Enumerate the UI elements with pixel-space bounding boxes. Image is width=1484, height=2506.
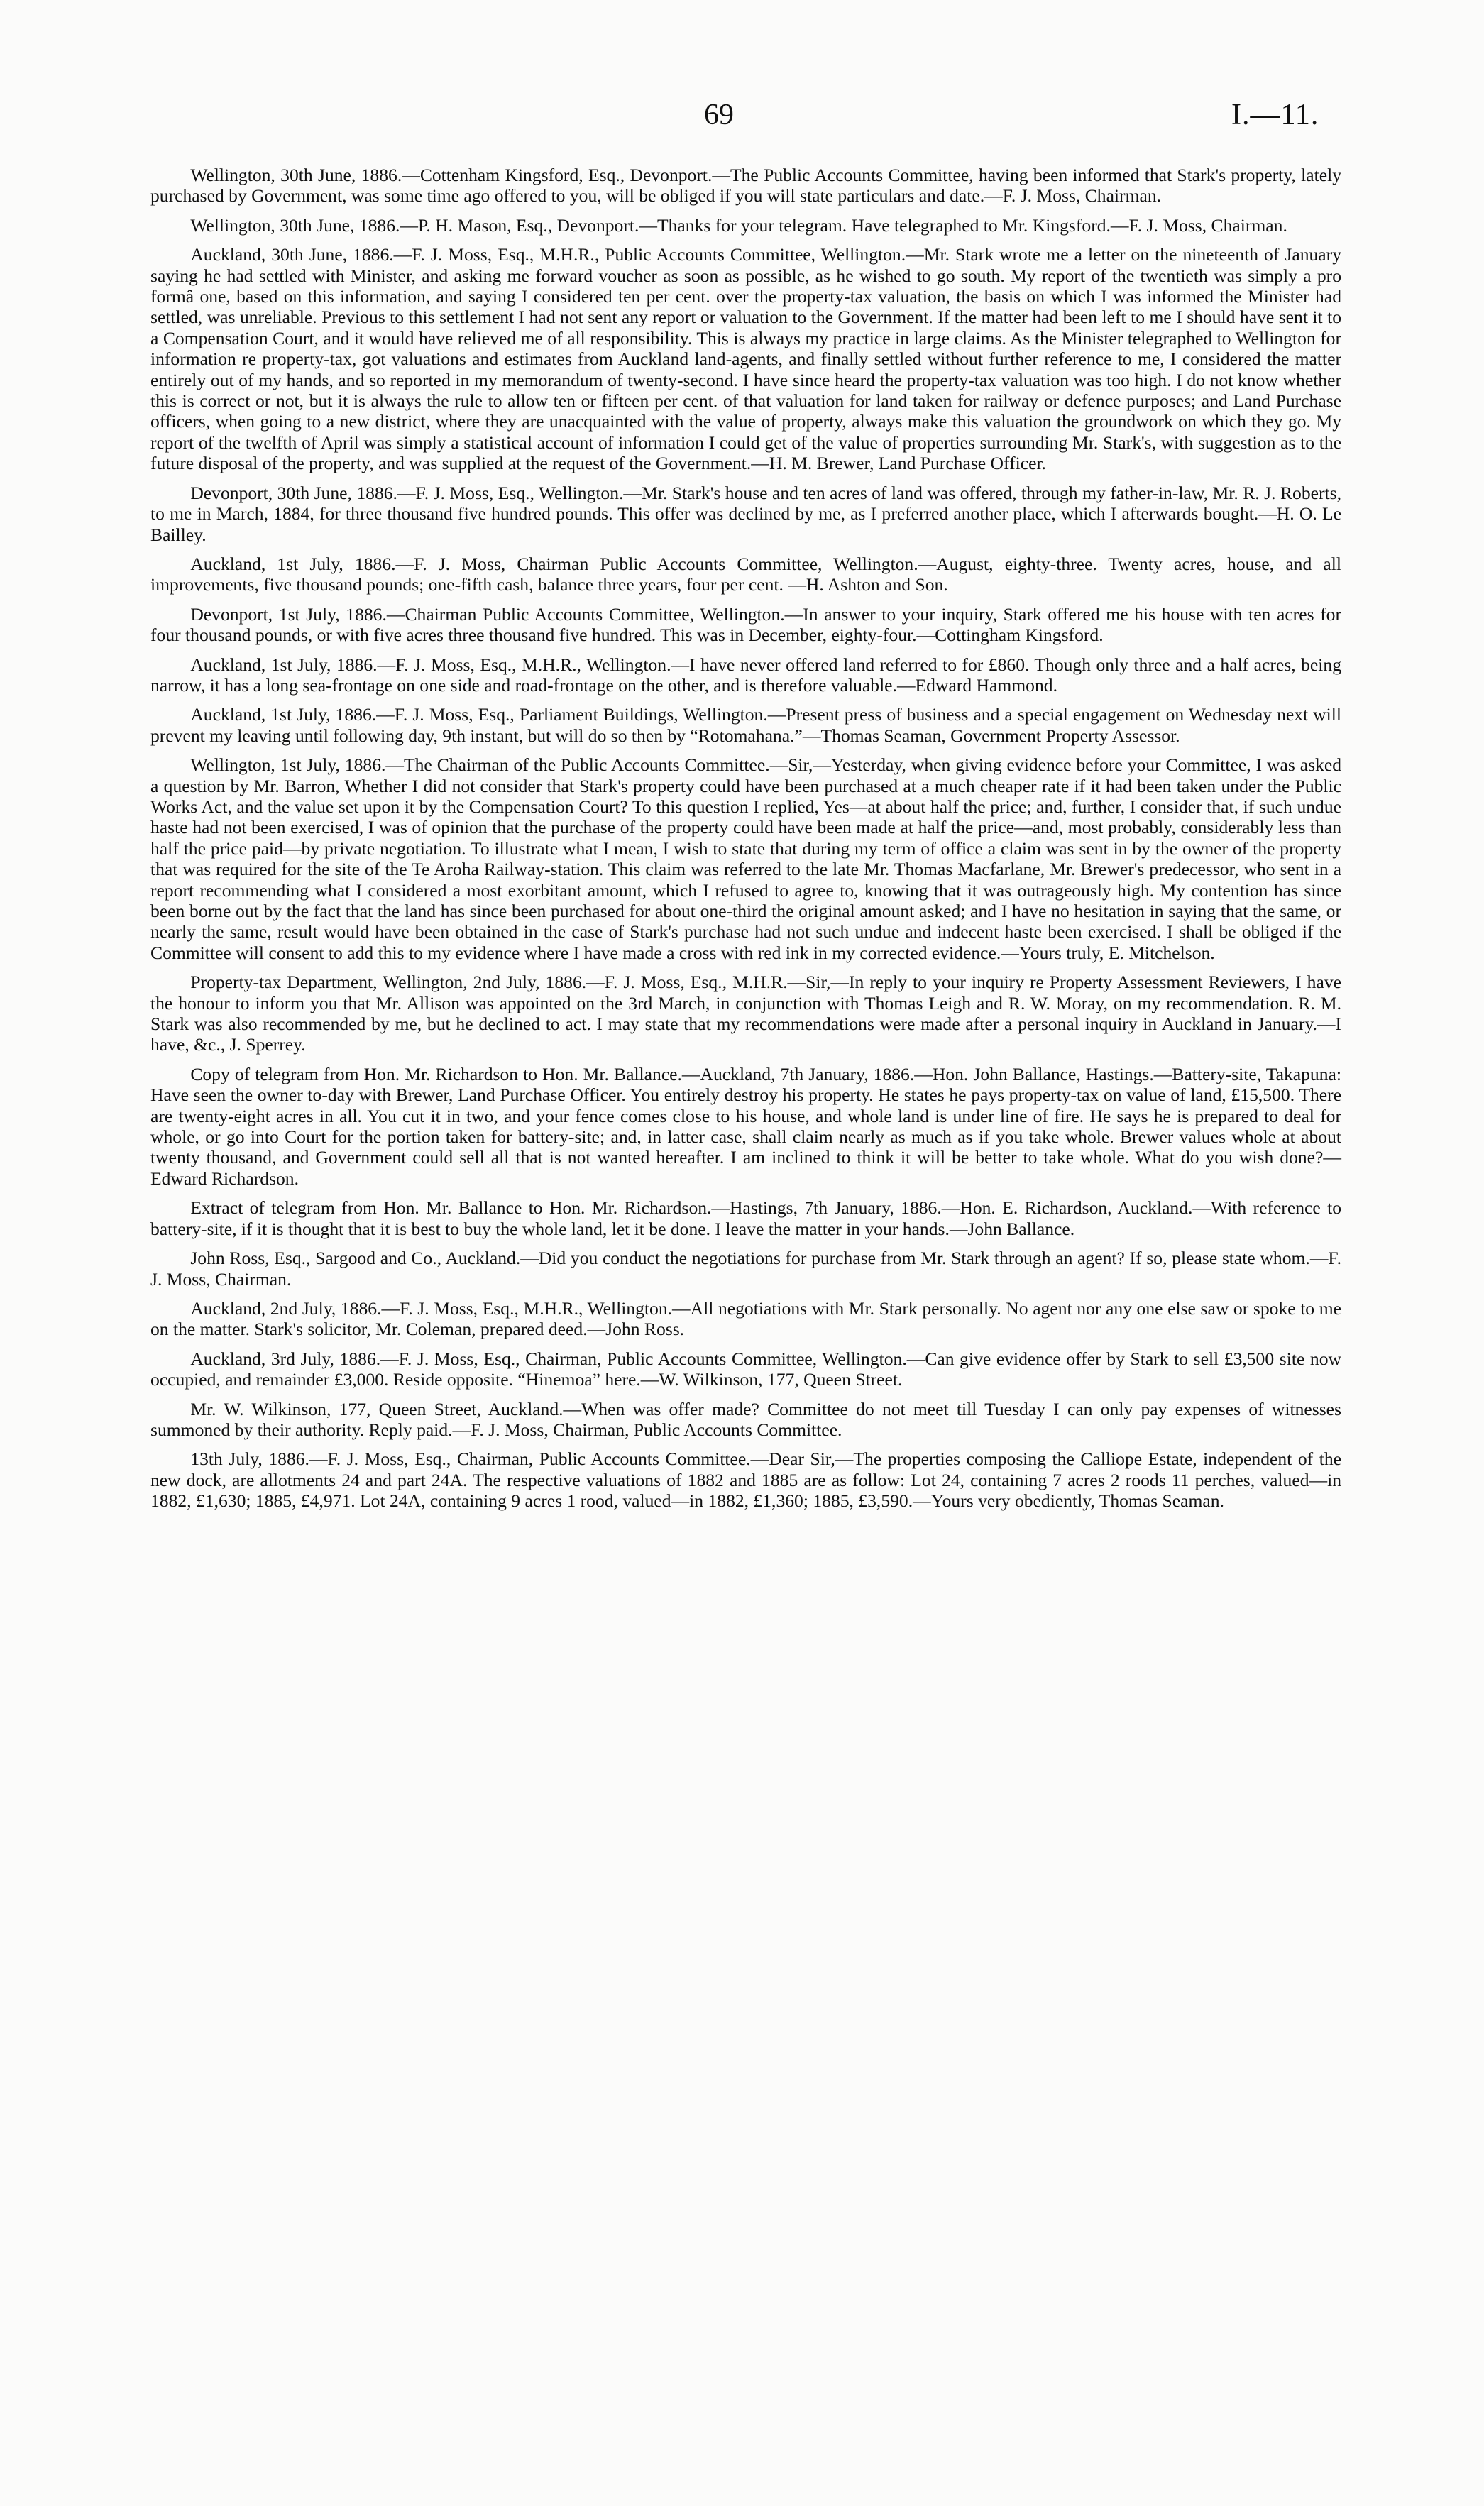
page-number: 69	[704, 99, 734, 131]
document-reference: I.—11.	[1231, 99, 1319, 131]
paragraph: Devonport, 1st July, 1886.—Chairman Public Accounts Committee, Wellington.—In answer to your inquiry, Stark offered me his house with ten acres for four thousand pounds, or with five acres three thousand five hundred. This was in December, eighty-four.—Cottingham Kingsford.	[150, 603, 1341, 646]
paragraph: 13th July, 1886.—F. J. Moss, Esq., Chairman, Public Accounts Committee.—Dear Sir,—The properties composing the Calliope Estate, independent of the new dock, are allotments 24 and part 24A. The respective valuations of 1882 and 1885 are as follow: Lot 24, containing 7 acres 2 roods 11 perches, valued—in 1882, £1,630; 1885, £4,971. Lot 24A, containing 9 acres 1 rood, valued—in 1882, £1,360; 1885, £3,590.—Yours very obediently, Thomas Seaman.	[150, 1449, 1341, 1512]
paragraph: Auckland, 2nd July, 1886.—F. J. Moss, Esq., M.H.R., Wellington.—All negotiations with Mr. Stark personally. No agent nor any one else saw or spoke to me on the matter. Stark's solicitor, Mr. Coleman, prepared deed.—John Ross.	[150, 1297, 1341, 1340]
page-header	[0, 98, 1484, 141]
paragraph: Devonport, 30th June, 1886.—F. J. Moss, Esq., Wellington.—Mr. Stark's house and ten acres of land was offered, through my father-in-law, Mr. R. J. Roberts, to me in March, 1884, for three thousand five hundred pounds. This offer was declined by me, as I preferred another place, which I afterwards bought.—H. O. Le Bailley.	[150, 482, 1341, 545]
paragraph: Auckland, 3rd July, 1886.—F. J. Moss, Esq., Chairman, Public Accounts Committee, Wellington.—Can give evidence offer by Stark to sell £3,500 site now occupied, and remainder £3,000. Reside opposite. “Hinemoa” here.—W. Wilkinson, 177, Queen Street.	[150, 1348, 1341, 1390]
paragraph: John Ross, Esq., Sargood and Co., Auckland.—Did you conduct the negotiations for purchase from Mr. Stark through an agent? If so, please state whom.—F. J. Moss, Chairman.	[150, 1248, 1341, 1290]
paragraph: Copy of telegram from Hon. Mr. Richardson to Hon. Mr. Ballance.—Auckland, 7th January, 1886.—Hon. John Ballance, Hastings.—Battery-site, Takapuna: Have seen the owner to-day with Brewer, Land Purchase Officer. You entirely destroy his property. He states he pays property-tax on value of land, £15,500. There are twenty-eight acres in all. You cut it in two, and your fence comes close to his house, and whole land is under line of fire. He says he is prepared to deal for whole, or go into Court for the portion taken for battery-site; and, in latter case, shall claim nearly as much as if you take whole. Brewer values whole at about twenty thousand, and Government could sell all that is not wanted hereafter. I am inclined to think it will be better to take whole. What do you wish done?—Edward Richardson.	[150, 1063, 1341, 1189]
paragraph: Property-tax Department, Wellington, 2nd July, 1886.—F. J. Moss, Esq., M.H.R.—Sir,—In reply to your inquiry re Property Assessment Reviewers, I have the honour to inform you that Mr. Allison was appointed on the 3rd March, in conjunction with Thomas Leigh and R. W. Moray, on my recommendation. R. M. Stark was also recommended by me, but he declined to act. I may state that my recommendations were made after a personal inquiry in Auckland in January.—I have, &c., J. Sperrey.	[150, 972, 1341, 1055]
paragraph: Extract of telegram from Hon. Mr. Ballance to Hon. Mr. Richardson.—Hastings, 7th January, 1886.—Hon. E. Richardson, Auckland.—With reference to battery-site, if it is thought that it is best to buy the whole land, let it be done. I leave the matter in your hands.—John Ballance.	[150, 1197, 1341, 1239]
paragraph: Wellington, 1st July, 1886.—The Chairman of the Public Accounts Committee.—Sir,—Yesterday, when giving evidence before your Committee, I was asked a question by Mr. Barron, Whether I did not consider that Stark's property could have been purchased at a much cheaper rate if it had been taken under the Public Works Act, and the value set upon it by the Compensation Court? To this question I replied, Yes—at about half the price; and, further, I consider that, if such undue haste had not been exercised, I was of opinion that the purchase of the property could have been made at half the price—and, most probably, considerably less than half the price paid—by private negotiation. To illustrate what I mean, I wish to state that during my term of office a claim was sent in by the owner of the property that was required for the site of the Te Aroha Railway-station. This claim was referred to the late Mr. Thomas Macfarlane, Mr. Brewer's predecessor, who sent in a report recommending what I considered a most exorbitant amount, which I refused to agree to, knowing that it was outrageously high. My contention has since been borne out by the fact that the land has since been purchased for about one-third the original amount asked; and I have no hesitation in saying that the same, or nearly the same, result would have been obtained in the case of Stark's purchase had not such undue and indecent haste been exercised. I shall be obliged if the Committee will consent to add this to my evidence where I have made a cross with red ink in my corrected evidence.—Yours truly, E. Mitchelson.	[150, 754, 1341, 963]
document-body	[150, 165, 1341, 1520]
paragraph: Auckland, 30th June, 1886.—F. J. Moss, Esq., M.H.R., Public Accounts Committee, Wellington.—Mr. Stark wrote me a letter on the nineteenth of January saying he had settled with Minister, and asking me forward voucher as soon as possible, as he wished to go south. My report of the twentieth was simply a pro formâ one, based on this information, and saying I considered ten per cent. over the property-tax valuation, the basis on which I was informed the Minister had settled, was unreliable. Previous to this settlement I had not sent any report or valuation to the Government. If the matter had been left to me I should have sent it to a Compensation Court, and it would have relieved me of all responsibility. This is always my practice in large claims. As the Minister telegraphed to Wellington for information re property-tax, got valuations and estimates from Auckland land-agents, and finally settled without further reference to me, I considered the matter entirely out of my hands, and so reported in my memorandum of twenty-second. I have since heard the property-tax valuation was too high. I do not know whether this is correct or not, but it is always the rule to allow ten or fifteen per cent. of that valuation for land taken for railway or defence purposes; and Land Purchase officers, when going to a new district, where they are unacquainted with the value of property, always make this valuation the groundwork on which they go. My report of the twelfth of April was simply a statistical account of information I could get of the value of properties surrounding Mr. Stark's, with suggestion as to the future disposal of the property, and was supplied at the request of the Government.—H. M. Brewer, Land Purchase Officer.	[150, 244, 1341, 474]
paragraph: Mr. W. Wilkinson, 177, Queen Street, Auckland.—When was offer made? Committee do not meet till Tuesday I can only pay expenses of witnesses summoned by their authority. Reply paid.—F. J. Moss, Chairman, Public Accounts Committee.	[150, 1398, 1341, 1440]
paragraph: Auckland, 1st July, 1886.—F. J. Moss, Chairman Public Accounts Committee, Wellington.—August, eighty-three. Twenty acres, house, and all improvements, five thousand pounds; one-fifth cash, balance three years, four per cent. —H. Ashton and Son.	[150, 553, 1341, 595]
paragraph: Auckland, 1st July, 1886.—F. J. Moss, Esq., M.H.R., Wellington.—I have never offered land referred to for £860. Though only three and a half acres, being narrow, it has a long sea-frontage on one side and road-frontage on the other, and is therefore valuable.—Edward Hammond.	[150, 654, 1341, 696]
paragraph: Wellington, 30th June, 1886.—Cottenham Kingsford, Esq., Devonport.—The Public Accounts Committee, having been informed that Stark's property, lately purchased by Government, was some time ago offered to you, will be obliged if you will state particulars and date.—F. J. Moss, Chairman.	[150, 165, 1341, 207]
paragraph: Auckland, 1st July, 1886.—F. J. Moss, Esq., Parliament Buildings, Wellington.—Present press of business and a special engagement on Wednesday next will prevent my leaving until following day, 9th instant, but will do so then by “Rotomahana.”—Thomas Seaman, Government Property Assessor.	[150, 704, 1341, 746]
paragraph: Wellington, 30th June, 1886.—P. H. Mason, Esq., Devonport.—Thanks for your telegram. Have telegraphed to Mr. Kingsford.—F. J. Moss, Chairman.	[190, 214, 1287, 236]
